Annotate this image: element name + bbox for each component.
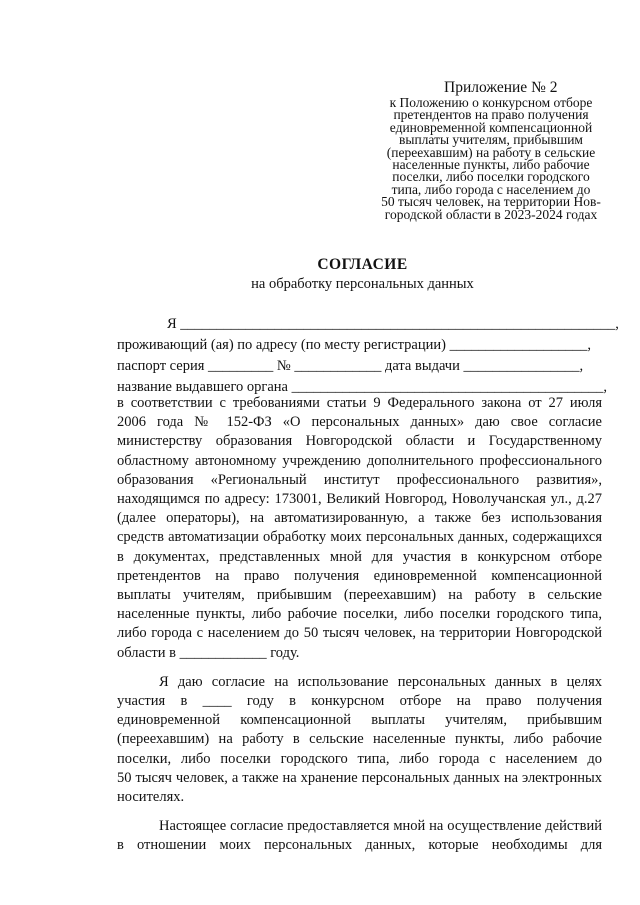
paragraph-line: области в ____________ году.	[117, 644, 300, 661]
paragraph-line: единовременной компенсационной выплаты учителям, прибывшим	[117, 712, 602, 729]
paragraph-line: 50 тысяч человек, а также на хранение персональных данных на электронных	[117, 769, 602, 786]
paragraph-line: образования «Региональный институт профессионального развития»,	[117, 471, 602, 488]
paragraph-line: находящимся по адресу: 173001, Великий Новгород, Новолучанская ул., д.27	[117, 491, 602, 508]
paragraph-line: в отношении моих персональных данных, которые необходимы для	[117, 837, 602, 854]
paragraph-line: либо города с населением до 50 тысяч человек, на территории Новгородской	[117, 625, 602, 642]
appendix-subtitle-line: поселки, либо поселки городского	[392, 169, 590, 185]
appendix-subtitle-line: населенные пункты, либо рабочие	[392, 157, 590, 173]
paragraph-line: выплаты учителям, прибывшим (переехавшим) на работу в сельские	[117, 587, 602, 604]
paragraph-line: Настоящее согласие предоставляется мной на осуществление действий	[159, 818, 602, 835]
appendix-title: Приложение № 2	[444, 79, 558, 96]
personal-fields	[117, 314, 619, 398]
appendix-subtitle-line: типа, либо города с населением до	[391, 181, 591, 197]
paragraph-line: средств автоматизации обработку моих персональных данных, содержащихся	[117, 529, 602, 546]
paragraph-line: министерству образования Новгородской области и Государственному	[117, 433, 602, 450]
appendix-subtitle-line: выплаты учителям, прибывшим	[399, 132, 583, 148]
paragraph-line: 2006 года № 152-ФЗ «О персональных данных» даю свое согласие	[117, 414, 602, 431]
document-subtitle: на обработку персональных данных	[251, 276, 474, 292]
issuing-authority-field: название выдавшего органа ___________________________________________,	[117, 379, 607, 395]
consent-body	[117, 394, 602, 866]
paragraph-line: областному автономному учреждению дополнительного профессионального	[117, 452, 602, 469]
consent-paragraph-3	[117, 817, 602, 855]
appendix-subtitle-line: единовременной компенсационной	[389, 119, 593, 135]
appendix-subtitle-line: претендентов на право получения	[393, 107, 589, 123]
paragraph-line: претендентов на право получения единовременной компенсационной	[117, 567, 602, 584]
paragraph-line: поселки, либо поселки городского типа, либо города с населением до	[117, 750, 602, 767]
appendix-subtitle-line: 50 тысяч человек, на территории Нов-	[381, 194, 601, 210]
appendix-subtitle-line: (переехавшим) на работу в сельские	[386, 144, 596, 160]
passport-field: паспорт серия _________ № ____________ дата выдачи ________________,	[117, 358, 584, 374]
paragraph-line: Я даю согласие на использование персональных данных в целях	[159, 673, 602, 690]
paragraph-line: (далее операторы), на автоматизированную, а также без использования	[117, 510, 602, 527]
paragraph-line: участия в ____ году в конкурсном отборе на право получения	[117, 693, 602, 710]
full-name-field: Я ____________________________________________________________,	[167, 316, 619, 332]
consent-paragraph-1	[117, 394, 602, 663]
appendix-subtitle	[380, 97, 602, 221]
paragraph-line: в соответствии с требованиями статьи 9 Федерального закона от 27 июля	[117, 395, 602, 411]
address-field: проживающий (ая) по адресу (по месту регистрации) ___________________,	[117, 337, 591, 353]
paragraph-line: (переехавшим) на работу в сельские населенные пункты, либо рабочие	[117, 731, 602, 748]
document-title: СОГЛАСИЕ	[317, 256, 408, 273]
appendix-subtitle-line: к Положению о конкурсном отборе	[389, 95, 593, 110]
paragraph-line: носителях.	[117, 789, 185, 806]
paragraph-line: населенные пункты, либо рабочие поселки, либо поселки городского типа,	[117, 606, 602, 623]
consent-paragraph-2	[117, 673, 602, 807]
appendix-subtitle-line: городской области в 2023-2024 годах	[384, 206, 598, 222]
paragraph-line: в документах, представленных мной для участия в конкурсном отборе	[117, 548, 602, 565]
